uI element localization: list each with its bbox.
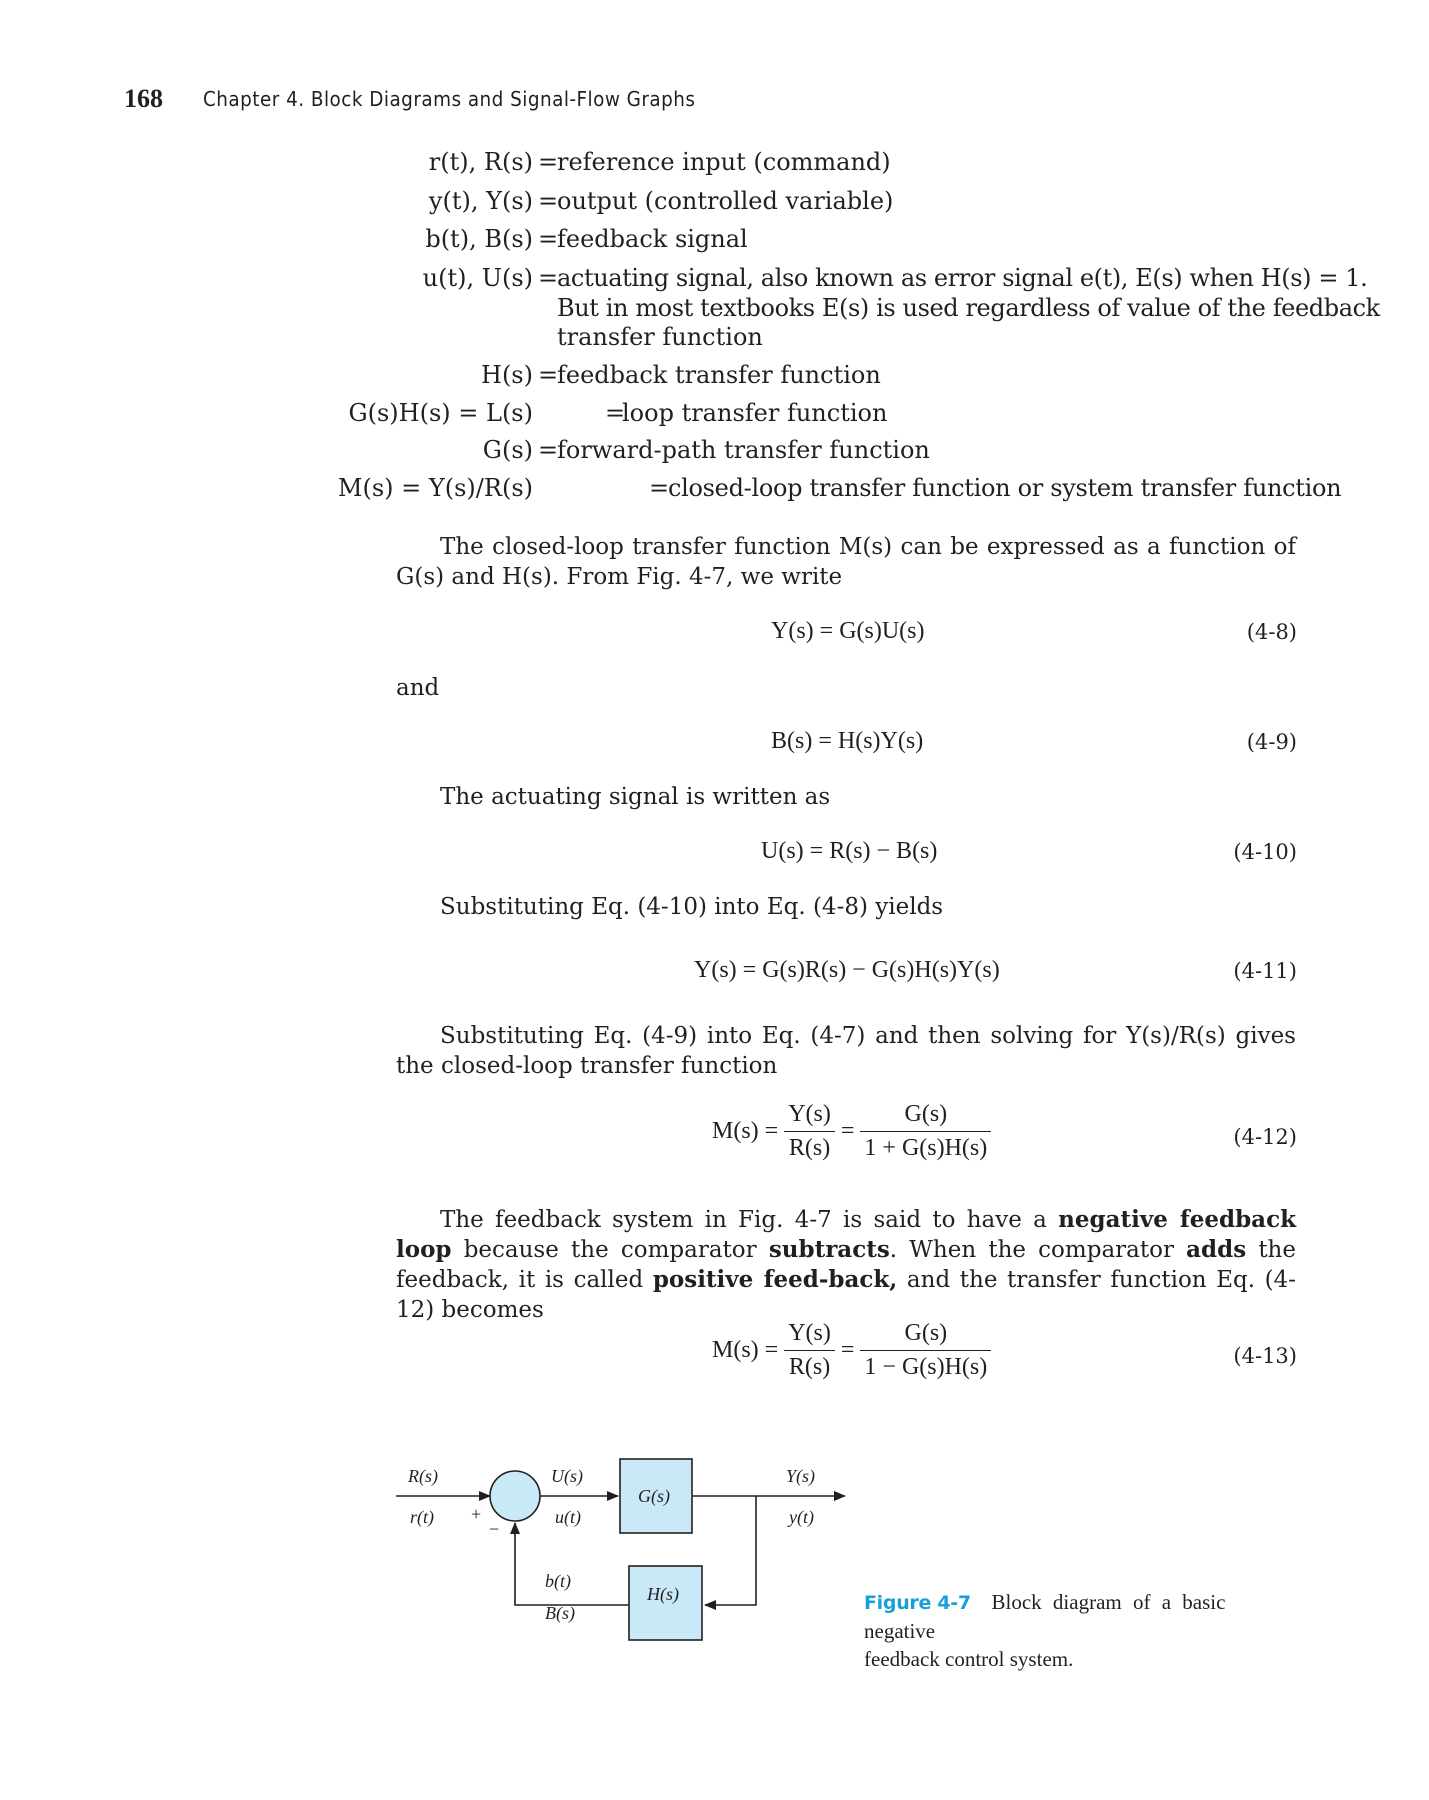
- paragraph: The closed-loop transfer function M(s) can be expressed as a function of G(s) and H(s). From Fig. 4-7, we write: [396, 534, 1296, 590]
- equation-number: (4-11): [1233, 959, 1297, 983]
- label-r-t: r(t): [410, 1507, 434, 1527]
- definition-lhs: H(s): [481, 361, 533, 389]
- equation-4-8: Y(s) = G(s)U(s): [771, 618, 925, 644]
- equation-number: (4-8): [1246, 620, 1297, 644]
- label-B-s: B(s): [545, 1603, 575, 1623]
- summing-junction: [490, 1471, 540, 1521]
- definition-lhs: r(t), R(s): [428, 148, 533, 176]
- figure-label: Figure 4-7: [864, 1592, 971, 1614]
- definition-lhs: y(t), Y(s): [428, 187, 533, 215]
- definition-rhs: feedback transfer function: [557, 361, 881, 389]
- label-H-s: H(s): [647, 1584, 679, 1604]
- label-minus: −: [489, 1519, 500, 1539]
- label-u-t: u(t): [555, 1507, 581, 1527]
- fraction: $\frac{Y(s)}{R(s)}$: [784, 1320, 835, 1381]
- definition-rhs: reference input (command): [557, 148, 891, 176]
- signal-line-feedback-out: [515, 1523, 629, 1605]
- label-y-t: y(t): [789, 1507, 814, 1527]
- definition-lhs: u(t), U(s): [422, 264, 533, 292]
- equation-4-13: M(s) = $\frac{Y(s)}{R(s)}$ = $\frac{G(s)}{1 - G(s)H(s)}$: [712, 1320, 991, 1381]
- label-plus: +: [471, 1504, 482, 1524]
- equation-number: (4-13): [1233, 1344, 1297, 1368]
- definition-continuation: But in most textbooks E(s) is used regardless of value of the feedback: [557, 294, 1380, 322]
- paragraph: The feedback system in Fig. 4-7 is said to have a negative feedback loop because the comparator subtracts. When the comparator adds the feedback, it is called positive feed-back, and the transfer function Eq. (4-12) becomes: [396, 1206, 1297, 1323]
- definition-continuation: transfer function: [557, 323, 763, 351]
- equation-4-12: M(s) = $\frac{Y(s)}{R(s)}$ = $\frac{G(s)}{1 + G(s)H(s)}$: [712, 1101, 991, 1162]
- equation-number: (4-9): [1246, 730, 1297, 754]
- paragraph: The actuating signal is written as: [440, 784, 831, 810]
- definition-lhs: b(t), B(s): [425, 225, 533, 253]
- definition-rhs: closed-loop transfer function or system transfer function: [668, 474, 1342, 502]
- definition-lhs: G(s): [482, 436, 533, 464]
- signal-line-feedback-in: [705, 1496, 756, 1605]
- equation-number: (4-10): [1233, 840, 1297, 864]
- definition-lhs: M(s) = Y(s)/R(s): [337, 474, 533, 502]
- definition-rhs: actuating signal, also known as error signal e(t), E(s) when H(s) = 1.: [557, 264, 1368, 292]
- label-G-s: G(s): [638, 1486, 670, 1506]
- definition-rhs: forward-path transfer function: [557, 436, 930, 464]
- bold-term: subtracts: [768, 1236, 890, 1263]
- label-U-s: U(s): [551, 1466, 583, 1486]
- equation-number: (4-12): [1233, 1125, 1297, 1149]
- definition-rhs: feedback signal: [557, 225, 748, 253]
- running-header: Chapter 4. Block Diagrams and Signal-Flow Graphs: [203, 87, 696, 111]
- label-Y-s: Y(s): [786, 1466, 816, 1486]
- paragraph: Substituting Eq. (4-9) into Eq. (4-7) and then solving for Y(s)/R(s) gives the closed-loop transfer function: [396, 1023, 1296, 1079]
- definition-lhs: G(s)H(s) = L(s): [348, 399, 533, 427]
- fraction: $\frac{Y(s)}{R(s)}$: [784, 1101, 835, 1162]
- bold-term: adds: [1186, 1236, 1247, 1263]
- fraction: $\frac{G(s)}{1 - G(s)H(s)}$: [860, 1320, 991, 1381]
- equation-4-9: B(s) = H(s)Y(s): [771, 728, 924, 754]
- definition-rhs: loop transfer function: [622, 399, 888, 427]
- label-R-s: R(s): [408, 1466, 438, 1486]
- paragraph: Substituting Eq. (4-10) into Eq. (4-8) yields: [440, 894, 944, 920]
- bold-term: negative feedback loop: [396, 1206, 1297, 1263]
- paragraph: and: [396, 675, 440, 701]
- equation-4-11: Y(s) = G(s)R(s) − G(s)H(s)Y(s): [694, 957, 1000, 983]
- definition-rhs: output (controlled variable): [557, 187, 894, 215]
- bold-term: positive feed-back,: [652, 1266, 898, 1293]
- equation-4-10: U(s) = R(s) − B(s): [761, 838, 938, 864]
- page-number: 168: [124, 84, 163, 113]
- label-b-t: b(t): [545, 1571, 571, 1591]
- fraction: $\frac{G(s)}{1 + G(s)H(s)}$: [860, 1101, 991, 1162]
- figure-caption: Figure 4-7 Block diagram of a basic negative feedback control system.: [864, 1590, 1226, 1671]
